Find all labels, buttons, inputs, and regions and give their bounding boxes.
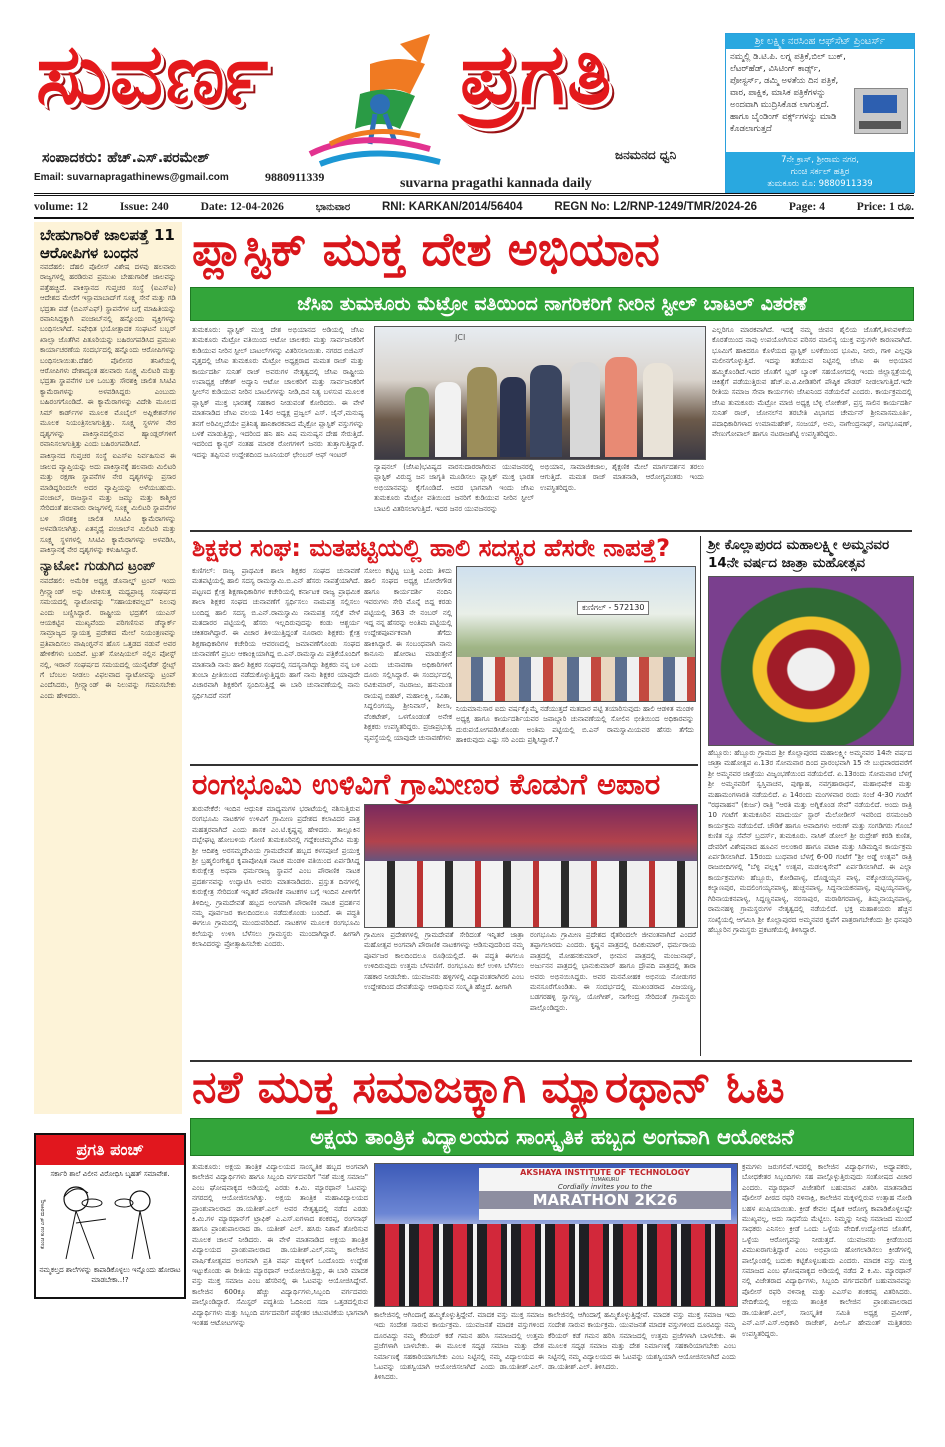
infobar-rule [34,217,914,219]
temple-festival-headline: ಶ್ರೀ ಕೊಲ್ಲಾಪುರದ ಮಹಾಲಕ್ಷ್ಮೀ ಅಮ್ಮನವರ 14ನೇ ವರ್ಷದ ಜಾತ್ರಾ ಮಹೋತ್ಸವ [708,537,890,571]
theatre-story-column-2: ಗ್ರಾಮೀಣ ಪ್ರದೇಶಗಳಲ್ಲಿ ಗ್ರಾಮದೇವತೆ ಸೇರಿದಂತೆ ಇನ್ನಿತರೆ ಜಾತ್ರಾ ಮಹೋತ್ಸವ ಅಂಗವಾಗಿ ಪೌರಾಣಿಕ ನಾಟಕಗಳನ್ನು ಆಡಿಸುವುದರಿಂದ ನಮ್ಮ ಪೂರ್ವಜರ ಕಾಲದಿಂದಲೂ ರೂಢಿಯಲ್ಲಿದೆ. ಈ ಪದ್ಧತಿ ಈಗಲೂ ಉಳಿದಿರುವುದು ಉತ್ತಮ ಬೆಳವಣಿಗೆ. ರಂಗಭೂಮಿ ಕಲೆ ಉಳಿಸಿ ಬೆಳೆಸಲು ಸಹಕಾರ ನೀಡಬೇಕು. ಯುವಜನರು ಹಳ್ಳಿಗಳಲ್ಲಿ ವಿದ್ಯಾವಂತರಾಗಿರಲಿ ಎಂಬ ಉದ್ದೇಶದಿಂದ ದೇವತೆಯನ್ನು ಆರಾಧಿಸುವ ಸಂಸ್ಕೃತಿ ಹೆಚ್ಚಿದೆ. ಹೀಗಾಗಿ [364,931,524,992]
weekday: ಭಾನುವಾರ [315,201,351,213]
masthead-logo-suvarna: ಸುವರ್ಣ [36,25,271,123]
volume: volume: 12 [34,201,88,213]
contact-email: Email: suvarnapragathinews@gmail.com [34,172,229,183]
banner-city: TUMAKURU [590,1177,620,1183]
teachers-story-column-3: ನಿಯಮಾನುಸಾರ ಐದು ವರ್ಷಕ್ಕೊಮ್ಮೆ ನಡೆಯುತ್ತದೆ ಮತದಾರ ಪಟ್ಟಿ ತಯಾರಿಸುವುದು ಹಾಲಿ ಆಡಳಿತ ಮಂಡಳಿ ಅಧ್ಯಕ್ಷ ಹಾಗೂ ಕಾರ್ಯದರ್ಶಿಯವರ ಜವಾಬ್ದಾರಿ ಚುನಾವಣೆಯಲ್ಲಿ ಸೋಲಿನ ಭೀತಿಯಿಂದ ಅಧಿಕಾರವನ್ನು ದುರುಪಯೋಗಪಡಿಸಿಕೊಂಡು ಅಂತಿಮ ಪಟ್ಟಿಯಲ್ಲಿ ಬಿ.ಎನ್ ರಾಮಸ್ವಾಮಿಯವರ ಹೆಸರು ತೆಗೆದು ಹಾಕಿರುವುದು ಎಷ್ಟು ಸರಿ ಎಂದು ಪ್ರಶ್ನಿಸಿದ್ದಾರೆ.? [456,705,694,745]
teachers-story-column-2: ಸೋಲು ಕಟ್ಟಿಟ್ಟ ಬುತ್ತಿ ಎಂದು ತಿಳಿದು ಹಾಲಿ ಸಂಘದ ಅಧ್ಯಕ್ಷ ಬೋರೇಗೌಡ ಹಾಗೂ ಕಾರ್ಯದರ್ಶಿ ನಂದಿನಿ ಇವರುಗಳು ಸೇರಿ ಮೊನ್ನೆ ಬಿದ್ದ ಕರಡು ಪಟ್ಟಿಯಲ್ಲಿ 363 ನೇ ನಂಬರ್ ನಲ್ಲಿ ಇದ್ದ ನನ್ನ ಹೆಸರನ್ನು ಅಂತಿಮ ಪಟ್ಟಿಯಲ್ಲಿ ಉದ್ದೇಶಪೂರ್ವಕವಾಗಿ ತೆಗೆದು ಹಾಕಿಸಿದ್ದಾರೆ. ಈ ಸಂಬಂಧವಾಗಿ ನಾನು ಕಾನೂನು ಹೋರಾಟ ಮಾಡುತ್ತೇನೆ ಎಂದು ಚುನಾವಣಾ ಅಧಿಕಾರಿಗಳಿಗೆ ದೂರು ಸಲ್ಲಿಸಿದ್ದಾರೆ. ಈ ಸಂದರ್ಭದಲ್ಲಿ ರವಿಕುಮಾರ್, ನಟರಾಜು, ಹನುಮಂತ ರಾಯಪ್ಪ ಬಿಹಟ್, ಮಹಾಲಕ್ಷ್ಮಿ, ಸವಿತಾ, ಸಿದ್ದಲಿಂಗಯ್ಯ, ಶ್ರೀನಿವಾಸ್, ಶೀಲಾ, ವೆಂಕಟೇಶ್, ಒಳಗೊಂಡಂತೆ ಅನೇಕ ಶಿಕ್ಷಕರು ಉಪಸ್ಥಿತರಿದ್ದರು. ಪ್ರಜಾಪ್ರಭುತ್ವ ವ್ಯವಸ್ಥೆಯಲ್ಲಿ ಯಾವುದೇ ಚುನಾವಣೆಗಳು [364,567,452,742]
rni-number: RNI: KARKAN/2014/56404 [381,201,523,213]
pragathi-punch-cartoon [34,1133,186,1299]
theatre-story-headline: ರಂಗಭೂಮಿ ಉಳಿವಿಗೆ ಗ್ರಾಮೀಣರ ಕೊಡುಗೆ ಅಪಾರ [192,767,661,801]
plastic-story-column-3: ಅಭಿಯಾನ, ಸಾಮಾಜಿಕಜಾಲ, ಶೈಕ್ಷಣಿಕ ಮೇಲೆ ಮಾರ್ಗದರ್ಶನ ತರಲು ಆಗುತ್ತಿದೆ. ಮಮತ ರಾಜ್ ಮಾತನಾಡಿ, ಆರೋಗ್ಯವಂತರು ಇಂದು ಉಪಸ್ಥಿತರಿದ್ದರು. [540,463,704,492]
marathon-story-column-3: ಕ್ರಮಗಳು ಜರುಗಲಿವೆ.ಇದರಲ್ಲಿ ಕಾಲೇಜಿನ ವಿದ್ಯಾರ್ಥಿಗಳು, ಅಧ್ಯಾಪಕರು, ಬೋಧಕೇತರ ಸಿಬ್ಬಂದಿಗಳು ಸಹ ಪಾಲ್ಗೊಳ್ಳುತ್ತಿರುವುದು ಸಂತೋಷದ ವಿಚಾರ ಎಂದರು. ಮ್ಯಾರಥಾನ್ ವಿಜೇತರಿಗೆ ಬಹುಮಾನ ವಿತರಿಸಿ ಮಾತನಾಡಿದ ಪೊಲೀಸ್ ಪೀಠದ ರಫರಿ ನಳಿನಾಕ್ಷಿ, ಕಾಲೇಜಿನ ಮಕ್ಕಳಲ್ಲಿರುವ ಉತ್ಸಾಹ ನೋಡಿ ಬಹಳ ಖುಷಿಯಾಯಿತು. ಕ್ರೀಡೆ ಕೇವಲ ದೈಹಿಕ ಆರೋಗ್ಯ ಕಾಪಾಡಿಕೊಳ್ಳಲಷ್ಟೇ ಮುಖ್ಯವಲ್ಲ, ಅದು ಸಾಧನೆಯ ಮೆಟ್ಟಿಲು. ನಿಮ್ಮನ್ನು ನೀವು ಸಮಾಜದ ಮುಂದೆ ಸಾಧಕರು ಎನಿಸಲು ಕ್ರೀಡೆ ಒಂದು ಒಳ್ಳೆಯ ವೇದಿಕೆ.ಉದ್ಯೋಗದ ಜೊತೆಗೆ, ಒಳ್ಳೆಯ ಆರೋಗ್ಯವನ್ನು ನೀಡುತ್ತದೆ. ಯುವಜನರು ಕ್ರೀಡೆಯಿಂದ ವಿಮುಖರಾಗುತ್ತಿದ್ದಾರೆ ಎಂಬ ಅಭಿಪ್ರಾಯ ಹೋಗಲಾಡಿಸಲು ಕ್ರೀಡೆಗಳಲ್ಲಿ ಪಾಲ್ಗೊಂಡಲ್ಲಿ ಬದುಕು ಕಟ್ಟಿಕೊಳ್ಳಬಹುದು ಎಂದರು. ಮಾದಕ ವಸ್ತು ಮುಕ್ತ ಸಮಾಜದ ಎಂಬ ಘೋಷವಾಕ್ಯದ ಅಡಿಯಲ್ಲಿ ನಡೆದ 2 ಕಿ.ಮಿ. ಮ್ಯಾರಥಾನ್ ನಲ್ಲಿ ವಿಜೇತರಾದ ವಿದ್ಯಾರ್ಥಿಗಳು, ಸಿಬ್ಬಂದಿ ವರ್ಗದವರಿಗೆ ಬಹುಮಾನವನ್ನು ಪೊಲೀಸ್ ರಫರಿ ನಳಿನಾಕ್ಷಿ ಮತ್ತು ಎಎಸ್ಐ ಶಂಕರಪ್ಪ ವಿತರಿಸಿದರು. ವೇದಿಕೆಯಲ್ಲಿ ಅಕ್ಷಯ ತಾಂತ್ರಿಕ ಕಾಲೇಜಿನ ಪ್ರಾಂಶುಪಾಲರಾದ ಡಾ.ಯತೀಶ್.ಎಲ್, ಸಾಂಸ್ಕೃತಿಕ ಸಮಿತಿ ಅಧ್ಯಕ್ಷ ಪ್ರವೀಣ್, ಎನ್.ಎಸ್.ಎಸ್.ಅಧಿಕಾರಿ ರಾಜೇಶ್, ಪಿಆರ್ಓ ಹೇಮಂತ್ ಮತ್ತಿತರರು ಉಪಸ್ಥಿತರಿದ್ದರು. [742,1163,912,1338]
printer-advertisement [725,33,915,193]
issue-number: Issue: 240 [119,201,169,213]
theatre-felicitation-photo [364,804,698,928]
masthead-logo-pragathi: ಪ್ರಗತಿ [460,25,614,123]
photo-signboard: ಕುಣಿಗಲ್ - 572130 [577,601,649,615]
plastic-story-subheadline: ಜೆಸಿಐ ತುಮಕೂರು ಮೆಟ್ರೋ ವತಿಯಿಂದ ನಾಗರಿಕರಿಗೆ ನೀರಿನ ಸ್ಟೀಲ್ ಬಾಟಲ್ ವಿತರಣೆ [190,287,914,321]
issue-info-bar [34,198,914,216]
marathon-group-photo [374,1163,738,1307]
english-tagline: suvarna pragathi kannada daily [400,176,592,191]
espionage-headline: ಬೇಹುಗಾರಿಕೆ ಜಾಲಪತ್ತೆ 11 ಆರೋಪಿಗಳ ಬಂಧನ [40,226,175,262]
cartoon-caption-bottom: ನಮ್ಮಕಲ್ತದ ಶಾಲೆಗಳನ್ನು ಕಾಪಾಡಿಕೊಳ್ಳಲು ಇನ್ನೊಂದು ಹೋರಾಟ ಮಾಡಬೇಕಾ..!? [39,1266,181,1284]
jci-banner-text: JCI [455,333,466,342]
banner-invite: Cordially invites you to the [557,1183,653,1191]
masthead-tagline: ಜನಮನದ ಧ್ವನಿ [615,148,677,162]
banner-event: MARATHON 2K26 [479,1191,731,1209]
ad-address-line: 7ನೇ ಕ್ರಾಸ್, ಶ್ರೀರಾಮ ನಗರ, [781,155,859,165]
page-number: Page: 4 [788,201,825,213]
theatre-story-column-1: ತುರುವೇಕೆರೆ: ಇಂದಿನ ಆಧುನಿಕ ಮಾಧ್ಯಮಗಳ ಭರಾಟೆಯಲ್ಲಿ ನಶಿಸುತ್ತಿರುವ ರಂಗಭೂಮಿ ನಾಟಕಗಳ ಉಳಿವಿಗೆ ಗ್ರಾಮೀಣ ಪ್ರದೇಶದ ಕಲಾವಿದರ ಪಾತ್ರ ಮಹತ್ತರವಾಗಿದೆ ಎಂದು ಶಾಸಕ ಎಂ.ಟಿ.ಕೃಷ್ಣಪ್ಪ ಹೇಳಿದರು. ತಾಲ್ಲೂಕಿನ ದಬ್ಬೇಘಟ್ಟ ಹೋಬಳಿಯ ಗೋಣಿ ತುಮಕೂರಿನಲ್ಲಿ ಗದ್ದೆಕಂಚಮ್ಮದೇವಿ ಮತ್ತು ಶ್ರೀ ಆದಿಶಕ್ತಿ ಅರಸಮ್ಮದೇವಿಯ ಗ್ರಾಮದೇವತೆ ಹಬ್ಬದ ಕಳಸಪೂಜೆ ಪ್ರಯುಕ್ತ ಶ್ರೀ ಬ್ರಹ್ಮಲಿಂಗೇಶ್ವರ ಕೃಪಾಪೋಷಿತ ನಾಟಕ ಮಂಡಳಿ ವತಿಯಿಂದ ಏರ್ಪಡಿಸಿದ್ದ ಕುರುಕ್ಷೇತ್ರ ಅಥವಾ ಧರ್ಮರಾಜ್ಯ ಸ್ಥಾಪನೆ ಎಂಬ ಪೌರಾಣಿಕ ನಾಟಕ ಪ್ರದರ್ಶನವನ್ನು ಉದ್ಘಾಟಿಸಿ ಅವರು ಮಾತನಾಡಿದರು. ಪ್ರಸ್ತುತ ದಿನಗಳಲ್ಲಿ ಕುರುಕ್ಷೇತ್ರ ಸೇರಿದಂತೆ ಇನ್ನಿತರೆ ಪೌರಾಣಿಕ ನಾಟಕಗಳ ಬಗ್ಗೆ ಇಂದಿನ ಪೀಳಿಗೆಗೆ ತಿಳಿದಿಲ್ಲ. ಗ್ರಾಮದೇವತೆ ಹಬ್ಬದ ಅಂಗವಾಗಿ ಪೌರಾಣಿಕ ನಾಟಕ ಪ್ರದರ್ಶನ ನಮ್ಮ ಪೂರ್ವಜರ ಕಾಲದಿಂದಲೂ ನಡೆದುಕೊಂಡು ಬಂದಿದೆ. ಈ ಪದ್ಧತಿ ಈಗಲೂ ಗ್ರಾಮದಲ್ಲಿ ಮುಂದುವರಿದಿದೆ. ನಾಟಕಗಳ ಮೂಲಕ ರಂಗಭೂಮಿ ಕಲೆಯನ್ನು ಉಳಿಸಿ ಬೆಳೆಸಲು ಗ್ರಾಮಸ್ಥರು ಮುಂದಾಗಿದ್ದಾರೆ. ಹೀಗಾಗಿ ಕಲಾವಿದರನ್ನು ಪ್ರೋತ್ಸಾಹಿಸಬೇಕು ಎಂದರು. [192,805,360,949]
espionage-body: ನವದೆಹಲಿ: ದೆಹಲಿ ಪೊಲೀಸ್ ವಿಶೇಷ ದಳವು ಹಲವಾರು ರಾಜ್ಯಗಳಲ್ಲಿ ಹರಡಿರುವ ಪ್ರಮುಖ ಬೇಹುಗಾರಿಕೆ ಜಾಲವನ್ನು ಪತ್ತೆಹಚ್ಚಿದೆ. ಪಾಕಿಸ್ತಾನದ ಗುಪ್ತಚರ ಸಂಸ್ಥೆ (ಐಎಸ್ಐ) ಆದೇಶದ ಮೇರೆಗೆ ಇಸ್ಲಾಮಾಬಾದ್‌ಗೆ ಸೂಕ್ಷ್ಮ ಸೇನೆ ಮತ್ತು ಗಡಿ ಭದ್ರತಾ ಪಡೆ (ಬಿಎಸ್ಎಫ್) ಸ್ಥಾಪನೆಗಳ ಬಗ್ಗೆ ಮಾಹಿತಿಯನ್ನು ರವಾನಿಸಿದ್ದಕ್ಕಾಗಿ ಪಂಜಾಬ್‌ನಲ್ಲಿ ಹನ್ನೊಂದು ವ್ಯಕ್ತಿಗಳನ್ನು ಬಂಧಿಸಲಾಗಿದೆ. ನಿಷೇಧಿತ ಭಯೋತ್ಪಾದಕ ಸಂಘಟನೆ ಬಬ್ಬರ್ ಖಾಲ್ಸಾ ಜೊತೆಗಿನ ಪಿತೂರಿಯನ್ನು ಬಹಿರಂಗಪಡಿಸಿದ ಪ್ರಮುಖ ಕಾರ್ಯಾಚರಣೆಯ ಸಂದರ್ಭದಲ್ಲಿ ಹನ್ನೊಂದು ಆರೋಪಿಗಳನ್ನು ಬಂಧಿಸಲಾಯಿತು.ದೆಹಲಿ ಪೊಲೀಸರ ತನಿಖೆಯಲ್ಲಿ ಆರೋಪಿಗಳು ದೇಶಾದ್ಯಂತ ಹಲವಾರು ಸೂಕ್ಷ್ಮ ಮಿಲಿಟರಿ ಮತ್ತು ಭದ್ರತಾ ಸ್ಥಾಪನೆಗಳ ಬಳಿ ಒಂಬತ್ತು ಸೌರಶಕ್ತಿ ಚಾಲಿತ ಸಿಸಿಟಿವಿ ಕ್ಯಾಮೆರಾಗಳನ್ನು ಅಳವಡಿಸಿದ್ದರು ಎಂಬುದು ಬಹಿರಂಗಗೊಂಡಿದೆ. ಈ ಕ್ಯಾಮೆರಾಗಳನ್ನು ವಿದೇಶಿ ಮೂಲದ ಸಿಮ್ ಕಾರ್ಡ್‌ಗಳ ಮೂಲಕ ಮೊಬೈಲ್ ಅಪ್ಲಿಕೇಶನ್‌ಗಳ ಮೂಲಕ ನಿಯಂತ್ರಿಸಲಾಗುತ್ತಿತ್ತು. ಸೂಕ್ಷ್ಮ ಸ್ಥಳಗಳ ನೇರ ದೃಶ್ಯಗಳನ್ನು ಪಾಕಿಸ್ತಾನದಲ್ಲಿರುವ ಹ್ಯಾಂಡ್ಲರ್‌ಗಳಿಗೆ ರವಾನಿಸಲಾಗುತ್ತಿತ್ತು ಎಂದು ಬಹಿರಂಗಪಡಿಸಿದೆ. [40,263,176,448]
ad-address [726,152,914,192]
regn-number: REGN No: L2/RNP-1249/TMR/2024-26 [554,201,758,213]
theatre-story-column-3: ರಂಗಭೂಮಿ ಗ್ರಾಮೀಣ ಪ್ರದೇಶದ ರೈತರಿಂದಲೇ ಜೀವಂತವಾಗಿದೆ ಎಂದರೆ ತಪ್ಪಾಗಲಾರದು ಎಂದರು. ಕೃಷ್ಣನ ಪಾತ್ರದಲ್ಲಿ ರವಿಕುಮಾರ್, ಧರ್ಮರಾಯ ಪಾತ್ರದಲ್ಲಿ ಮೋಹನಕುಮಾರ್, ಭೀಮನ ಪಾತ್ರದಲ್ಲಿ ಮಂಜುನಾಥ್, ಅರ್ಜುನನ ಪಾತ್ರದಲ್ಲಿ ಭಾನುಕುಮಾರ್ ಹಾಗೂ ದ್ರೌಪದಿ ಪಾತ್ರದಲ್ಲಿ ತಾರಾ ಅವರು ಅಭಿನಯಿಸಿದ್ದರು. ಅವರ ಮನಮೋಹಕ ಅಭಿನಯ ನೋಡುಗರ ಮನಸೂರೆಗೊಂಡಿತು. ಈ ಸಂದರ್ಭದಲ್ಲಿ ಮುಖಂಡರಾದ ವಿಜಯಣ್ಣ, ಬಡಗರಹಳ್ಳಿ ಸ್ವಾಗಣ್ಣ, ಯೋಗೀಶ್, ನಾಗೇಂದ್ರ ಸೇರಿದಂತೆ ಗ್ರಾಮಸ್ಥರು ಪಾಲ್ಗೊಂಡಿದ್ದರು. [530,931,696,1012]
plastic-story-column-4: ಎಲ್ಲರಿಗೂ ಮಾರಕವಾಗಿದೆ. ಇದಕ್ಕೆ ನಮ್ಮ ಜೀವನ ಶೈಲಿಯ ಜೊತೆಗೆ,ತಿಳುವಳಿಕೆಯ ಕೊರತೆಯಿಂದ ನಾವು ಉಪಯೋಗಿಸುವ ಪರಿಸರ ಮಾಲಿನ್ಯ ಯುಕ್ತ ವಸ್ತುಗಳೇ ಕಾರಣವಾಗಿದೆ. ಭೂಮಿಗೆ ಹಾಕಿದರೂ ಕೊಳೆಯದ ಪ್ಲಾಸ್ಟಿಕ್ ಬಳಕೆಯಿಂದ ಭೂಮಿ, ನೀರು, ಗಾಳಿ ಎಲ್ಲವೂ ಮಲೀನಗೊಳ್ಳುತ್ತಿದೆ. ಇದನ್ನು ತಡೆಯುವ ನಿಟ್ಟಿನಲ್ಲಿ ಜೆಸಿಐ ಈ ಅಭಿಯಾನ ಹಮ್ಮಿಕೊಂಡಿದೆ.ಇದರ ಜೊತೆಗೆ ಬ್ಲಡ್ ಬ್ಯಾಂಕ್ ಸಹಯೋಗದಲ್ಲಿ ಇಂದು ಜಿಲ್ಲಾಸ್ಪತ್ರೆಯಲ್ಲಿ ಚಿಕಿತ್ಸೆಗೆ ಪಡೆಯುತ್ತಿರುವ ಹೆಚ್.ಐ.ವಿ.ಪೀಡಿತರಿಗೆ ಪೌಷ್ಠಿಕ ಪೌಡರ್ ನೀಡಲಾಗುತ್ತಿದೆ.ಇದೇ ರೀತಿಯ ಸಮಾಜ ಸೇವಾ ಕಾರ್ಯಗಳು ಜೆಸಿಐನಿಂದ ನಡೆಯಲಿವೆ ಎಂದರು. ಕಾರ್ಯಕ್ರಮದಲ್ಲಿ ಜೆಸಿಐ ತುಮಕೂರು ಮೆಟ್ರೋ ಮಾಜಿ ಅಧ್ಯಕ್ಷ ಬೆಳ್ಳಿ ಲೋಕೇಶ್, ಪ್ರಸ್ತ ಸಾಲಿನ ಕಾರ್ಯದರ್ಶಿ ಸುನಿತ್ ರಾಜ್, ಜೋನಲ್‌ನ ತರಬೇತಿ ವಿಭಾಗದ ಚೇರ್ಮನ್ ಶ್ರೀನಿವಾಸಮೂರ್ತಿ, ಪದಾಧಿಕಾರಿಗಳಾದ ಉಮಾಮಹೇಶ್, ಸಂಜಯ್, ಅನು, ನಾಗೇಂದ್ರನಾಥ್, ನಾಗಭೂಷಣ್, ವೇಣುಗೋಪಾಲ್ ಹಾಗೂ ನಟರಾಜಶೆಟ್ಟಿ ಉಪಸ್ಥಿತರಿದ್ದರು. [712,326,912,439]
ad-address-line: ಗುಂಚಿ ಸರ್ಕಲ್ ಹತ್ತಿರ [790,167,850,177]
masthead-rule [34,193,914,196]
ad-address-line: ತುಮಕೂರು ಮೊ: 9880911339 [767,179,873,189]
marathon-story-column-1: ತುಮಕೂರು: ಅಕ್ಷಯ ತಾಂತ್ರಿಕ ವಿದ್ಯಾಲಯದ ಸಾಂಸ್ಕೃತಿಕ ಹಬ್ಬದ ಅಂಗವಾಗಿ ಕಾಲೇಜಿನ ವಿದ್ಯಾರ್ಥಿಗಳು ಹಾಗೂ ಸಿಬ್ಬಂದಿ ವರ್ಗದವರಿಗೆ "ನಶೆ ಮುಕ್ತ ಸಮಾಜ" ಎಂಬ ಘೋಷವಾಕ್ಯದ ಅಡಿಯಲ್ಲಿ ಎರಡು ಕಿ.ಮಿ. ಮ್ಯಾರಥಾನ್ ಓಟವನ್ನು ನಗರದಲ್ಲಿ ಆಯೋಜಿಸಲಾಗಿತ್ತು. ಅಕ್ಷಯ ತಾಂತ್ರಿಕ ಮಹಾವಿದ್ಯಾಲಯದ ಪ್ರಾಂಶುಪಾಲರಾದ ಡಾ.ಯತೀಶ್.ಎಲ್ ಅವರ ನೇತೃತ್ವದಲ್ಲಿ ನಡೆದ ಎರಡು ಕಿ.ಮಿ.ಗಳ ಮ್ಯಾರಥಾನ್‌ಗೆ ಟ್ರಾಫಿಕ್ ಎ.ಎಸ್.ಐಗಳಾದ ಶಂಕರಪ್ಪ, ರಂಗನಾಥ್ ಹಾಗೂ ಪ್ರಾಂಶುಪಾಲರಾದ ಡಾ. ಯತೀಶ್ ಎಲ್. ಹಸಿರು ನಿಶಾನೆ ತೋರಿಸುವ ಮೂಲಕ ಚಾಲನೆ ನೀಡಿದರು. ಈ ವೇಳೆ ಮಾತನಾಡಿದ ಅಕ್ಷಯ ತಾಂತ್ರಿಕ ವಿದ್ಯಾಲಯದ ಪ್ರಾಂಶುಪಾಲರಾದ ಡಾ.ಯತೀಶ್.ಎಲ್,ನಮ್ಮ ಕಾಲೇಜಿನ ವಾರ್ಷಿಕೋತ್ಸವದ ಅಂಗವಾಗಿ ಪ್ರತಿ ವರ್ಷ ಮಕ್ಕಳಿಗೆ ಒಂದೊಂದು ಉದ್ದೇಶ ಇಟ್ಟುಕೊಂಡು ಈ ರೀತಿಯ ಮ್ಯಾರಥಾನ್ ಆಯೋಜಿಸುತ್ತಿದ್ದು, ಈ ಬಾರಿ ಮಾದಕ ವಸ್ತು ಮುಕ್ತ ಸಮಾಜ ಎಂಬ ಹೆಸರಿನಲ್ಲಿ ಈ ಓಟವನ್ನು ಆಯೋಜಿಸಿದ್ದೇವೆ. ಕಾಲೇಜಿನ 600ಕ್ಕೂ ಹೆಚ್ಚು ವಿದ್ಯಾರ್ಥಿಗಳು,ಸಿಬ್ಬಂದಿ ವರ್ಗದವರು ಪಾಲ್ಗೊಂಡಿದ್ದಾರೆ. ಸೆಮಿಸ್ಟರ್ ಪದ್ಧತಿಯ ಓದಿನಿಂದ ಸದಾ ಒತ್ತಡದಲ್ಲಿರುವ ವಿದ್ಯಾರ್ಥಿಗಳು ಮತ್ತು ಸಿಬ್ಬಂದಿ ವರ್ಗದವರಿಗೆ ಪಠ್ಯೇತರ ಚಟುವಟಿಕೆಯ ಭಾಗವಾಗಿ ಇಂತಹ ಆಟೋಟಗಳನ್ನು [192,1163,368,1328]
banner-college-name: AKSHAYA INSTITUTE OF TECHNOLOGY [520,1168,690,1177]
issue-date: Date: 12-04-2026 [200,201,284,213]
cartoon-artist-sign: ಕೊಂಚಿ ಕುಂಚಿ ಎಸ್ ಮರಳಿಸಿದ್ಧ [40,1199,46,1249]
marathon-story-subheadline: ಅಕ್ಷಯ ತಾಂತ್ರಿಕ ವಿದ್ಯಾಲಯದ ಸಾಂಸ್ಕೃತಿಕ ಹಬ್ಬದ ಅಂಗವಾಗಿ ಆಯೋಜನೆ [190,1118,914,1156]
cartoon-caption-top: ಸರ್ಕಾರಿ ಶಾಲೆ ವಿಲೀನ ವಿರೋಧಿಸಿ ಬೃಹತ್ ಸಮಾವೇಶ. [50,1170,170,1178]
plastic-story-column-2: ನ್ಯಾಷನಲ್ (ಜೆಸಿಐ)ಭವಿಷ್ಯದ ವಾರಸುದಾರರಾಗಿರುವ ಯುವಜನರಲ್ಲಿ ಪ್ಲಾಸ್ಟಿಕ್ ವಿರುದ್ಧ ಜನ ಜಾಗೃತಿ ಮೂಡಿಸಲು ಪ್ಲಾಸ್ಟಿಕ್ ಮುಕ್ತ ಭಾರತ ಅಭಿಯಾನವನ್ನು ಕೈಗೊಂಡಿದೆ. ಅದರ ಭಾಗವಾಗಿ ಇಂದು ಜೆಸಿಐ ತುಮಕೂರು ಮೆಟ್ರೋ ವತಿಯಿಂದ ಜನರಿಗೆ ಕುಡಿಯುವ ನೀರಿನ ಸ್ಟೀಲ್ ಬಾಟಲಿ ವಿತರಿಸಲಾಗುತ್ತಿದೆ. ಇದರ ಜನರ ಯುವಜನರನ್ನು [374,463,534,513]
left-news-column [34,222,182,1114]
marathon-story-column-2b: ಕಾಲೇಜಿನಲ್ಲಿ ಆಗಿಂದಾಗ್ಗೆ ಹಮ್ಮಿಕೊಳ್ಳುತ್ತಿದ್ದೇವೆ. ಮಾದಕ ವಸ್ತು ಮುಕ್ತ ಸಮಾಜ ಇದು ಸಂದೇಶ ಸಾರುವ ಕಾರ್ಯಕ್ರಮ. ಯುವಜನತೆ ಮಾದಕ ವಸ್ತುಗಳಿಂದ ದೂರವಿದ್ದು ನಮ್ಮ ಕೆರಿಯರ್ ಕಡೆ ಗಮನ ಹರಿಸಿ ಸಮಾಜದಲ್ಲಿ ಉತ್ತಮ ಪ್ರಜೆಗಳಾಗಿ ಬಾಳಬೇಕು. ಈ ಮೂಲಕ ಸದೃಢ ಸಮಾಜ ಮತ್ತು ದೇಶ ನಿರ್ಮಾಣಕ್ಕೆ ಸಹಕಾರಿಯಾಗಬೇಕು ಎಂಬ ನಿಟ್ಟಿನಲ್ಲಿ ನಮ್ಮ ವಿದ್ಯಾಲಯದ ಈ ಓಟವನ್ನು ಯಶಸ್ವಿಯಾಗಿ ಆಯೋಜಿಸಲಾಗಿದೆ ಎಂದು ಡಾ.ಯತೀಶ್.ಎಲ್. ತಿಳಿಸಿದರು. [548,1311,736,1372]
plastic-story-headline: ಪ್ಲಾಸ್ಟಿಕ್ ಮುಕ್ತ ದೇಶ ಅಭಿಯಾನ [192,222,660,276]
jci-bottle-distribution-photo [374,326,706,460]
cartoon-title: ಪ್ರಗತಿ ಪಂಚ್ [36,1135,184,1165]
price: Price: 1 ರೂ. [856,200,914,213]
teachers-story-column-1: ಕುಣಿಗಲ್: ರಾಜ್ಯ ಪ್ರಾಥಮಿಕ ಶಾಲಾ ಶಿಕ್ಷಕರ ಸಂಘದ ಚುನಾವಣೆ ಮತಪಟ್ಟಿಯಲ್ಲಿ ಹಾಲಿ ಸದಸ್ಯ ರಾಮಸ್ವಾಮಿ.ಬಿ.ಎನ್ ಹೆಸರು ನಾಪತ್ತೆಯಾಗಿದೆ. ಪಟ್ಟಣದ ಕ್ಷೇತ್ರ ಶಿಕ್ಷಣಾಧಿಕಾರಿಗಳ ಕಚೇರಿಯಲ್ಲಿ ಕರ್ನಾಟಕ ರಾಜ್ಯ ಪ್ರಾಥಮಿಕ ಶಾಲಾ ಶಿಕ್ಷಕರ ಸಂಘದ ಚುನಾವಣೆಗೆ ಸ್ಪರ್ಧಿಸಲು ನಾಮಪತ್ರ ಸಲ್ಲಿಸಲು ಬಂದಿದ್ದ ಹಾಲಿ ಸದಸ್ಯ ಬಿ.ಎನ್.ರಾಮಸ್ವಾಮಿ ನಾಮಪತ್ರ ಸಲ್ಲಿಕೆ ವೇಳೆ ಮತದಾರರ ಪಟ್ಟಿಯಲ್ಲಿ ಹೆಸರು ಇಲ್ಲದಿರುವುದನ್ನು ಕಂಡು ಆಶ್ಚರ್ಯ ಚಕಿತರಾಗಿದ್ದಾರೆ. ಈ ವಿಚಾರ ತಿಳಿಯುತ್ತಿದ್ದಂತೆ ನೂರಾರು ಶಿಕ್ಷಕರು ಕ್ಷೇತ್ರ ಶಿಕ್ಷಣಾಧಿಕಾರಿಗಳ ಕಚೇರಿಯ ಆವರಣದಲ್ಲಿ ಜಮಾವಣೆಗೊಂಡು ಸಂಘದ ಚುನಾವಣೆಗೆ ಪ್ರಬಲ ಆಕಾಂಕ್ಷಿಯಾಗಿದ್ದ ಬಿ.ಎನ್.ರಾಮಸ್ವಾಮಿ ಪತ್ರಿಕೆಯೊಂದಿಗೆ ಮಾತನಾಡಿ ನಾನು ಹಾಲಿ ಶಿಕ್ಷಕರ ಸಂಘದಲ್ಲಿ ಸದಸ್ಯನಾಗಿದ್ದು ಶಿಕ್ಷಕರು ನನ್ನ ಬಳಿ ತುಂಬಾ ಪ್ರೀತಿಯಿಂದ ನಡೆದುಕೊಳ್ಳುತ್ತಿದ್ದರು ಹಾಗೆ ನಾನು ಶಿಕ್ಷಕರ ಯಾವುದೇ ವಿಚಾರವಾಗಿ ಶಿಕ್ಷಕರಿಗೆ ಸ್ಪಂದಿಸುತ್ತಿದ್ದೆ ಈ ಬಾರಿ ಚುನಾವಣೆಯಲ್ಲಿ ನಾನು ಸ್ಪರ್ಧಿಸಿದರೆ ನನಗೆ [192,567,360,700]
ad-body: ನಮ್ಮಲ್ಲಿ ಡಿ.ಟಿ.ಪಿ. ಲಗ್ನ ಪತ್ರಿಕೆ,ಬಿಲ್ ಬುಕ್, ಲೆಟರ್‌ಹೆಡ್, ವಿಸಿಟಿಂಗ್ ಕಾರ್ಡ್ಸ್, ಪೋಸ್ಟರ್ಸ್, ಡಮ್ಮಿ ಅಳತೆಯ ದಿನ ಪತ್ರಿಕೆ, ವಾರ, ಪಾಕ್ಷಿಕ, ಮಾಸಿಕ ಪತ್ರಿಕೆಗಳನ್ನು ಅಂದವಾಗಿ ಮುದ್ರಿಸಿಕೊಡ ಲಾಗುತ್ತದೆ. ಹಾಗೂ ಬೈಂಡಿಂಗ್ ವರ್ಕ್ಸ್‌ಗಳನ್ನು ಮಾಡಿ ಕೊಡಲಾಗುತ್ತದೆ [730,52,846,134]
nato-trump-headline: ನ್ಯಾಟೋ: ಗುಡುಗಿದ ಟ್ರಂಪ್ [40,559,156,575]
section-divider [190,764,698,766]
marathon-story-headline: ನಶೆ ಮುಕ್ತ ಸಮಾಜಕ್ಕಾಗಿ ಮ್ಯಾರಥಾನ್ ಓಟ [192,1062,785,1113]
ad-title: ಶ್ರೀ ಲಕ್ಷ್ಮೀ ನರಸಿಂಹ ಆಫ್‌ಸೆಟ್ ಪ್ರಿಂಟರ್ಸ್ [726,34,914,49]
teachers-union-headline: ಶಿಕ್ಷಕರ ಸಂಘ: ಮತಪಟ್ಟಿಯಲ್ಲಿ ಹಾಲಿ ಸದಸ್ಯರ ಹೆಸರೇ ನಾಪತ್ತೆ? [192,534,671,562]
marathon-story-column-2: ಕಾಲೇಜಿನಲ್ಲಿ ಆಗಿಂದಾಗ್ಗೆ ಹಮ್ಮಿಕೊಳ್ಳುತ್ತಿದ್ದೇವೆ. ಮಾದಕ ವಸ್ತು ಮುಕ್ತ ಸಮಾಜ ಇದು ಸಂದೇಶ ಸಾರುವ ಕಾರ್ಯಕ್ರಮ. ಯುವಜನತೆ ಮಾದಕ ವಸ್ತುಗಳಿಂದ ದೂರವಿದ್ದು ನಮ್ಮ ಕೆರಿಯರ್ ಕಡೆ ಗಮನ ಹರಿಸಿ ಸಮಾಜದಲ್ಲಿ ಉತ್ತಮ ಪ್ರಜೆಗಳಾಗಿ ಬಾಳಬೇಕು. ಈ ಮೂಲಕ ಸದೃಢ ಸಮಾಜ ಮತ್ತು ದೇಶ ನಿರ್ಮಾಣಕ್ಕೆ ಸಹಕಾರಿಯಾಗಬೇಕು ಎಂಬ ನಿಟ್ಟಿನಲ್ಲಿ ನಮ್ಮ ವಿದ್ಯಾಲಯದ ಈ ಓಟವನ್ನು ಯಶಸ್ವಿಯಾಗಿ ಆಯೋಜಿಸಲಾಗಿದೆ ಎಂದು ಡಾ.ಯತೀಶ್.ಎಲ್. ತಿಳಿಸಿದರು. [374,1311,544,1382]
editor-name: ಸಂಪಾದಕರು: ಹೆಚ್.ಎಸ್.ಪರಮೇಶ್ [42,150,210,166]
nato-trump-body: ನವದೆಹಲಿ: ಅಮೆರಿಕ ಅಧ್ಯಕ್ಷ ಡೊನಾಲ್ಡ್ ಟ್ರಂಪ್ ಇಂದು ಗ್ರೀನ್ಲ್ಯಾಂಡ್ ಅನ್ನು ಟೀಕಿಸುತ್ತ ಮಧ್ಯಪ್ರಾಚ್ಯ ಸಂಘರ್ಷದ ಸಮಯದಲ್ಲಿ ನ್ಯಾಟೋವನ್ನು "ಸಹಾಯಕವಲ್ಲದ" ನಿಲುವು ಎಂದು ಬಣ್ಣಿಸಿದ್ದಾರೆ. ರಾಷ್ಟ್ರೀಯ ಭದ್ರತೆಗೆ ಯುಎಸ್ ಆಯಕಟ್ಟಿನ ಮುಖ್ಯವೆಂದು ಪರಿಗಣಿಸುವ ಡೆನ್ಮಾರ್ಕ್ ಸಾಮ್ರಾಜ್ಯದ ಸ್ವಾಯತ್ತ ಪ್ರದೇಶದ ಮೇಲೆ ನಿಯಂತ್ರಣವನ್ನು ಪ್ರತಿಪಾದಿಸಲು ವಾಷಿಂಗ್ಟನ್‌ನ ಹೊಸ ಒತ್ತಡದ ನಡುವೆ ಅವರ ಹೇಳಿಕೆಗಳು ಬಂದಿವೆ. ಟ್ರುತ್ ಸೋಷಿಯಲ್ ನಲ್ಲಿನ ಪೋಸ್ಟ್ ನಲ್ಲಿ, ಇರಾನ್ ಸಂಘರ್ಷದ ಸಮಯದಲ್ಲಿ ಯುನೈಟೆಡ್ ಸ್ಟೇಟ್ಸ್ ಗೆ ಬೆಂಬಲ ನೀಡಲು ವಿಫಲವಾದ ನ್ಯಾಟೋವನ್ನು ಟ್ರಂಪ್ ಎಂದೆಸಿದರು, ಗ್ರೀನ್ಲ್ಯಾಂಡ್ ಈ ನಿಲುವನ್ನು ಗಮನಿಸಬೇಕು ಎಂದು ಹೇಳಿದರು. [40,577,176,700]
teachers-group-photo [456,566,696,702]
plastic-story-column-1: ತುಮಕೂರು: ಪ್ಲಾಸ್ಟಿಕ್ ಮುಕ್ತ ದೇಶ ಅಭಿಯಾನದ ಅಡಿಯಲ್ಲಿ ಜೆಸಿಐ ತುಮಕೂರು ಮೆಟ್ರೋ ವತಿಯಿಂದ ಆಟೋ ಚಾಲಕರು ಮತ್ತು ಸಾರ್ವಜನಿಕರಿಗೆ ಕುಡಿಯುವ ನೀರಿನ ಸ್ಟೀಲ್ ಬಾಟಲ್‌ಗಳನ್ನು ವಿತರಿಸಲಾಯಿತು. ನಗರದ ಬಿಜಿಎಸ್ ವೃತ್ತದಲ್ಲಿ ಜೆಸಿಐ ತುಮಕೂರು ಮೆಟ್ರೋ ಅಧ್ಯಕ್ಷರಾದ ಮಮತ ರಾಜ್ ಮತ್ತು ಕಾರ್ಯದರ್ಶಿ ಸುನಿತ್ ರಾಜ್ ಅವರುಗಳ ನೇತೃತ್ವದಲ್ಲಿ ಜೆಸಿಐ ರಾಷ್ಟ್ರೀಯ ಉಪಾಧ್ಯಕ್ಷ ಜೆಕೇಶ್ ಅದ್ವಾನಿ ಆಟೋ ಚಾಲಕರಿಗೆ ಮತ್ತು ಸಾರ್ವಜನಿಕರಿಗೆ ಸ್ಟೀಲ್‌ನ ಕುಡಿಯುವ ನೀರಿನ ಬಾಟಲಿಗಳನ್ನು ನೀಡಿ,ದಿನ ನಿತ್ಯ ಬಳಸುವ ಮೂಲಕ ಪ್ಲಾಸ್ಟಿಕ್ ಮುಕ್ತ ಭಾರತಕ್ಕೆ ಸಹಕಾರ ನೀಡುವಂತೆ ಕೋರಿದರು. ಈ ವೇಳೆ ಮಾತನಾಡಿದ ಜೆಸಿಐ ವಲಯ 14ರ ಅಧ್ಯಕ್ಷ ಪ್ರಜ್ವಲ್ ಎಸ್. ಜೈನ್,ಮನುಷ್ಯ ತನಗೆ ಅರಿವಿಲ್ಲದೆಯೇ ಪ್ರತಿನಿತ್ಯ ಹಾನಿಕಾರಕವಾದ ಮೈಕ್ರೋ ಪ್ಲಾಸ್ಟಿಕ್ ವಸ್ತುಗಳನ್ನು ಬಳಕೆ ಮಾಡುತ್ತಿದ್ದು, ಇದರಿಂದ ಹನಿ ಹನಿ ವಿಷ ಮನುಷ್ಯನ ದೇಹ ಸೇರುತ್ತಿದೆ. ಇದರಿಂದ ಕ್ಯಾನ್ಸರ್ ನಂತಹ ಮಾರಕ ರೋಗಗಳಿಗೆ ಜನರು ತುತ್ತಾಗುತ್ತಿದ್ದಾರೆ. ಇದನ್ನು ತಪ್ಪಿಸುವ ಉದ್ದೇಶದಿಂದ ಜೂನಿಯರ್ ಛೇಂಬರ್ ಆಫ್ ಇಂಟರ್ [192,326,364,459]
marathon-banner [479,1168,731,1220]
printing-press-icon [854,88,908,134]
espionage-body-continued: ಪಾಕಿಸ್ತಾನದ ಗುಪ್ತಚರ ಸಂಸ್ಥೆ ಐಎಸ್ಐ ನಿರ್ವಹಿಸುವ ಈ ಜಾಲದ ವ್ಯಾಪ್ತಿಯನ್ನು ಅದು ಪಾಕಿಸ್ತಾನಕ್ಕೆ ಹಲವಾರು ಮಿಲಿಟರಿ ಮತ್ತು ರಕ್ಷಣಾ ಸ್ಥಾಪನೆಗಳ ನೇರ ದೃಶ್ಯಗಳನ್ನು ಪ್ರಸಾರ ಮಾಡಿದ್ದರಿಂದಲೇ ಅದರ ವ್ಯಾಪ್ತಿಯನ್ನು ಅಳೆಯಬಹುದು. ಪಂಜಾಬ್, ರಾಜಸ್ಥಾನ ಮತ್ತು ಜಮ್ಮು ಮತ್ತು ಕಾಶ್ಮೀರ ಸೇರಿದಂತೆ ಹಲವಾರು ರಾಜ್ಯಗಳಲ್ಲಿ ಸೂಕ್ಷ್ಮ ಮಿಲಿಟರಿ ಸ್ಥಾಪನೆಗಳ ಬಳಿ ಸೌರಶಕ್ತಿ ಚಾಲಿತ ಸಿಸಿಟಿವಿ ಕ್ಯಾಮೆರಾಗಳನ್ನು ಅಳವಡಿಸಲಾಗಿತ್ತು. ಏತನ್ಮಧ್ಯೆ ಪಂಜಾಬ್‌ನ ಮಿಲಿಟರಿ ಮತ್ತು ಸೂಕ್ಷ್ಮ ಸ್ಥಳಗಳಲ್ಲಿ ಸಿಸಿಟಿವಿ ಕ್ಯಾಮೆರಾಗಳನ್ನು ಅಳವಡಿಸಿ, ಪಾಕಿಸ್ತಾನಕ್ಕೆ ನೇರ ದೃಶ್ಯಗಳನ್ನು ಕಳುಹಿಸಿದ್ದಾರೆ. [40,452,176,554]
goddess-mahalakshmi-photo [708,576,914,746]
cartoon-drawing-icon [36,1179,180,1261]
column-divider [700,536,701,1056]
section-divider [190,530,912,532]
temple-festival-body: ಹೆಬ್ಬೂರು: ಹೆಬ್ಬೂರು ಗ್ರಾಮದ ಶ್ರೀ ಕೊಲ್ಲಾಪುರದ ಮಹಾಲಕ್ಷ್ಮೀ ಅಮ್ಮನವರ 14ನೇ ವರ್ಷದ ಜಾತ್ರಾ ಮಹೋತ್ಸವ ಏ.13ರ ಸೋಮವಾರ ದಿಂದ ಪ್ರಾರಂಭವಾಗಿ 15 ನೇ ಬುಧವಾರದವರೆಗೆ ಶ್ರೀ ಅಮ್ಮನವರ ಜಾತ್ರೆಯು ವಿಜೃಂಭಣೆಯಿಂದ ನಡೆಯಲಿದೆ. ಏ.13ರಂದು ಸೋಮವಾರ ಬೆಳಗ್ಗೆ ಶ್ರೀ ಅಮ್ಮನವರಿಗೆ ಸ್ವಸ್ತಿವಾಚನ, ಪುಣ್ಯಾಹ, ನವಗ್ರಹಾರಾಧನೆ, ಮಹಾಭಿಷೇಕ ಮತ್ತು ಮಹಾಮಂಗಳಾರತಿ ನಡೆಯಲಿದೆ. ಏ 14ರಂದು ಮಂಗಳವಾರ ರಂದು ಸಂಜೆ 4-30 ಗಂಟೆಗೆ "ರಥವಾಹನ" (ಕುರ್ಜ) ರಾತ್ರಿ "ಆರತಿ ಮತ್ತು ಅಗ್ನಿಕೊಂಡ ಸೇವೆ" ನಡೆಯಲಿದೆ. ಅಂದು ರಾತ್ರಿ 10 ಗಂಟೆಗೆ ತುಮಕೂರಿನ ಮಾದುರ್ಯ ಸ್ಟಾರ್ ಮೆಲೋಡೀಸ್ ಇವರಿಂದ ರಸಮಂಜರಿ ಕಾರ್ಯಕ್ರಮ ನಡೆಯಲಿದೆ. ಚೌಡಿಕೆ ಹಾಗೂ ಅವಾದಿಗಳು ಅರುಣ್ ಮತ್ತು ಸಂಗಡಿಗರು ಗೊಂಬೆ ಕುಣಿತ ನ್ಯೂ ಸೆವೆನ್ ಬ್ರದರ್ಸ್, ತುಮಕೂರು. ನಾಸಿಕ್ ಡೋಲ್ ಶ್ರೀ ರುದ್ರೇಶ್ ಕರಡಿ ಕುಣಿತ, ದೇವರಿಗೆ ವಿಶೇಷವಾದ ಹೂವಿನ ಅಲಂಕಾರ ಹಾಗೂ ಪಟಾಕಿ ಮತ್ತು ಸಿಡಿಮದ್ದಿನ ಕಾರ್ಯಕ್ರಮ ಏರ್ಪಡಿಸಲಾಗಿದೆ. 15ರಂದು ಬುಧವಾರ ಬೆಳಗ್ಗೆ 6-00 ಗಂಟೆಗೆ "ಶ್ರೀ ಅಡ್ಡೆ ಉತ್ಸವ" ರಾತ್ರಿ ರಾಜಬೀದಿಗಳಲ್ಲಿ "ಬೆಳ್ಳಿ ಪಲ್ಲಕ್ಕಿ" ಉತ್ಸವ, ಮಡಲಕ್ಕಿಸೇವೆ" ಏರ್ಪಡಿಸಲಾಗಿದೆ. ಈ ಎಲ್ಲಾ ಕಾರ್ಯಕ್ರಮಗಳು ಹೆಬ್ಬೂರು, ಕೋಡಿಪಾಳ್ಯ, ದೊಡ್ಡಯ್ಯನ ಪಾಳ್ಯ, ವಕ್ಕೋಡಯ್ಯನಪಾಳ್ಯ, ಕಲ್ಯಾಣಪುರ, ಮದಲಿಂಗಯ್ಯನಪಾಳ್ಯ, ಹುಚ್ಚನಪಾಳ್ಯ, ಸಿದ್ಧನಾಯಕನಪಾಳ್ಯ, ಪುಟ್ಟಯ್ಯನಪಾಳ್ಯ, ಗಿರಿನಾಯಕನಪಾಳ್ಯ, ಸಿದ್ದಣ್ಣನಪಾಳ್ಯ, ನರಸಾಪುರ, ಮರಾಠಿಗರಪಾಳ್ಯ, ತಿಮ್ಮನಾಯ್ಕನಪಾಳ್ಯ, ರಾಮನಹಳ್ಳಿ ಗ್ರಾಮಸ್ಥರುಗಳ ನೇತೃತ್ವದಲ್ಲಿ ನಡೆಯಲಿದೆ. ಭಕ್ತ ಮಹಾಶಯರು ಹೆಚ್ಚಿನ ಸಂಖ್ಯೆಯಲ್ಲಿ ಆಗಮಿಸಿ ಶ್ರೀ ಕೊಲ್ಲಾಪುರದ ಅಮ್ಮನವರ ಕೃಪೆಗೆ ಪಾತ್ರರಾಗಬೇಕೆಂದು ಶ್ರೀ ಧನಪುರಿ ಹೆಬ್ಬೂರಿನ ಗ್ರಾಮಸ್ಥರು ಪ್ರಕಟಣೆಯಲ್ಲಿ ತಿಳಿಸಿದ್ದಾರೆ. [708,749,912,934]
contact-phone: 9880911339 [265,170,325,184]
flag-runner-logo-icon [300,34,460,174]
